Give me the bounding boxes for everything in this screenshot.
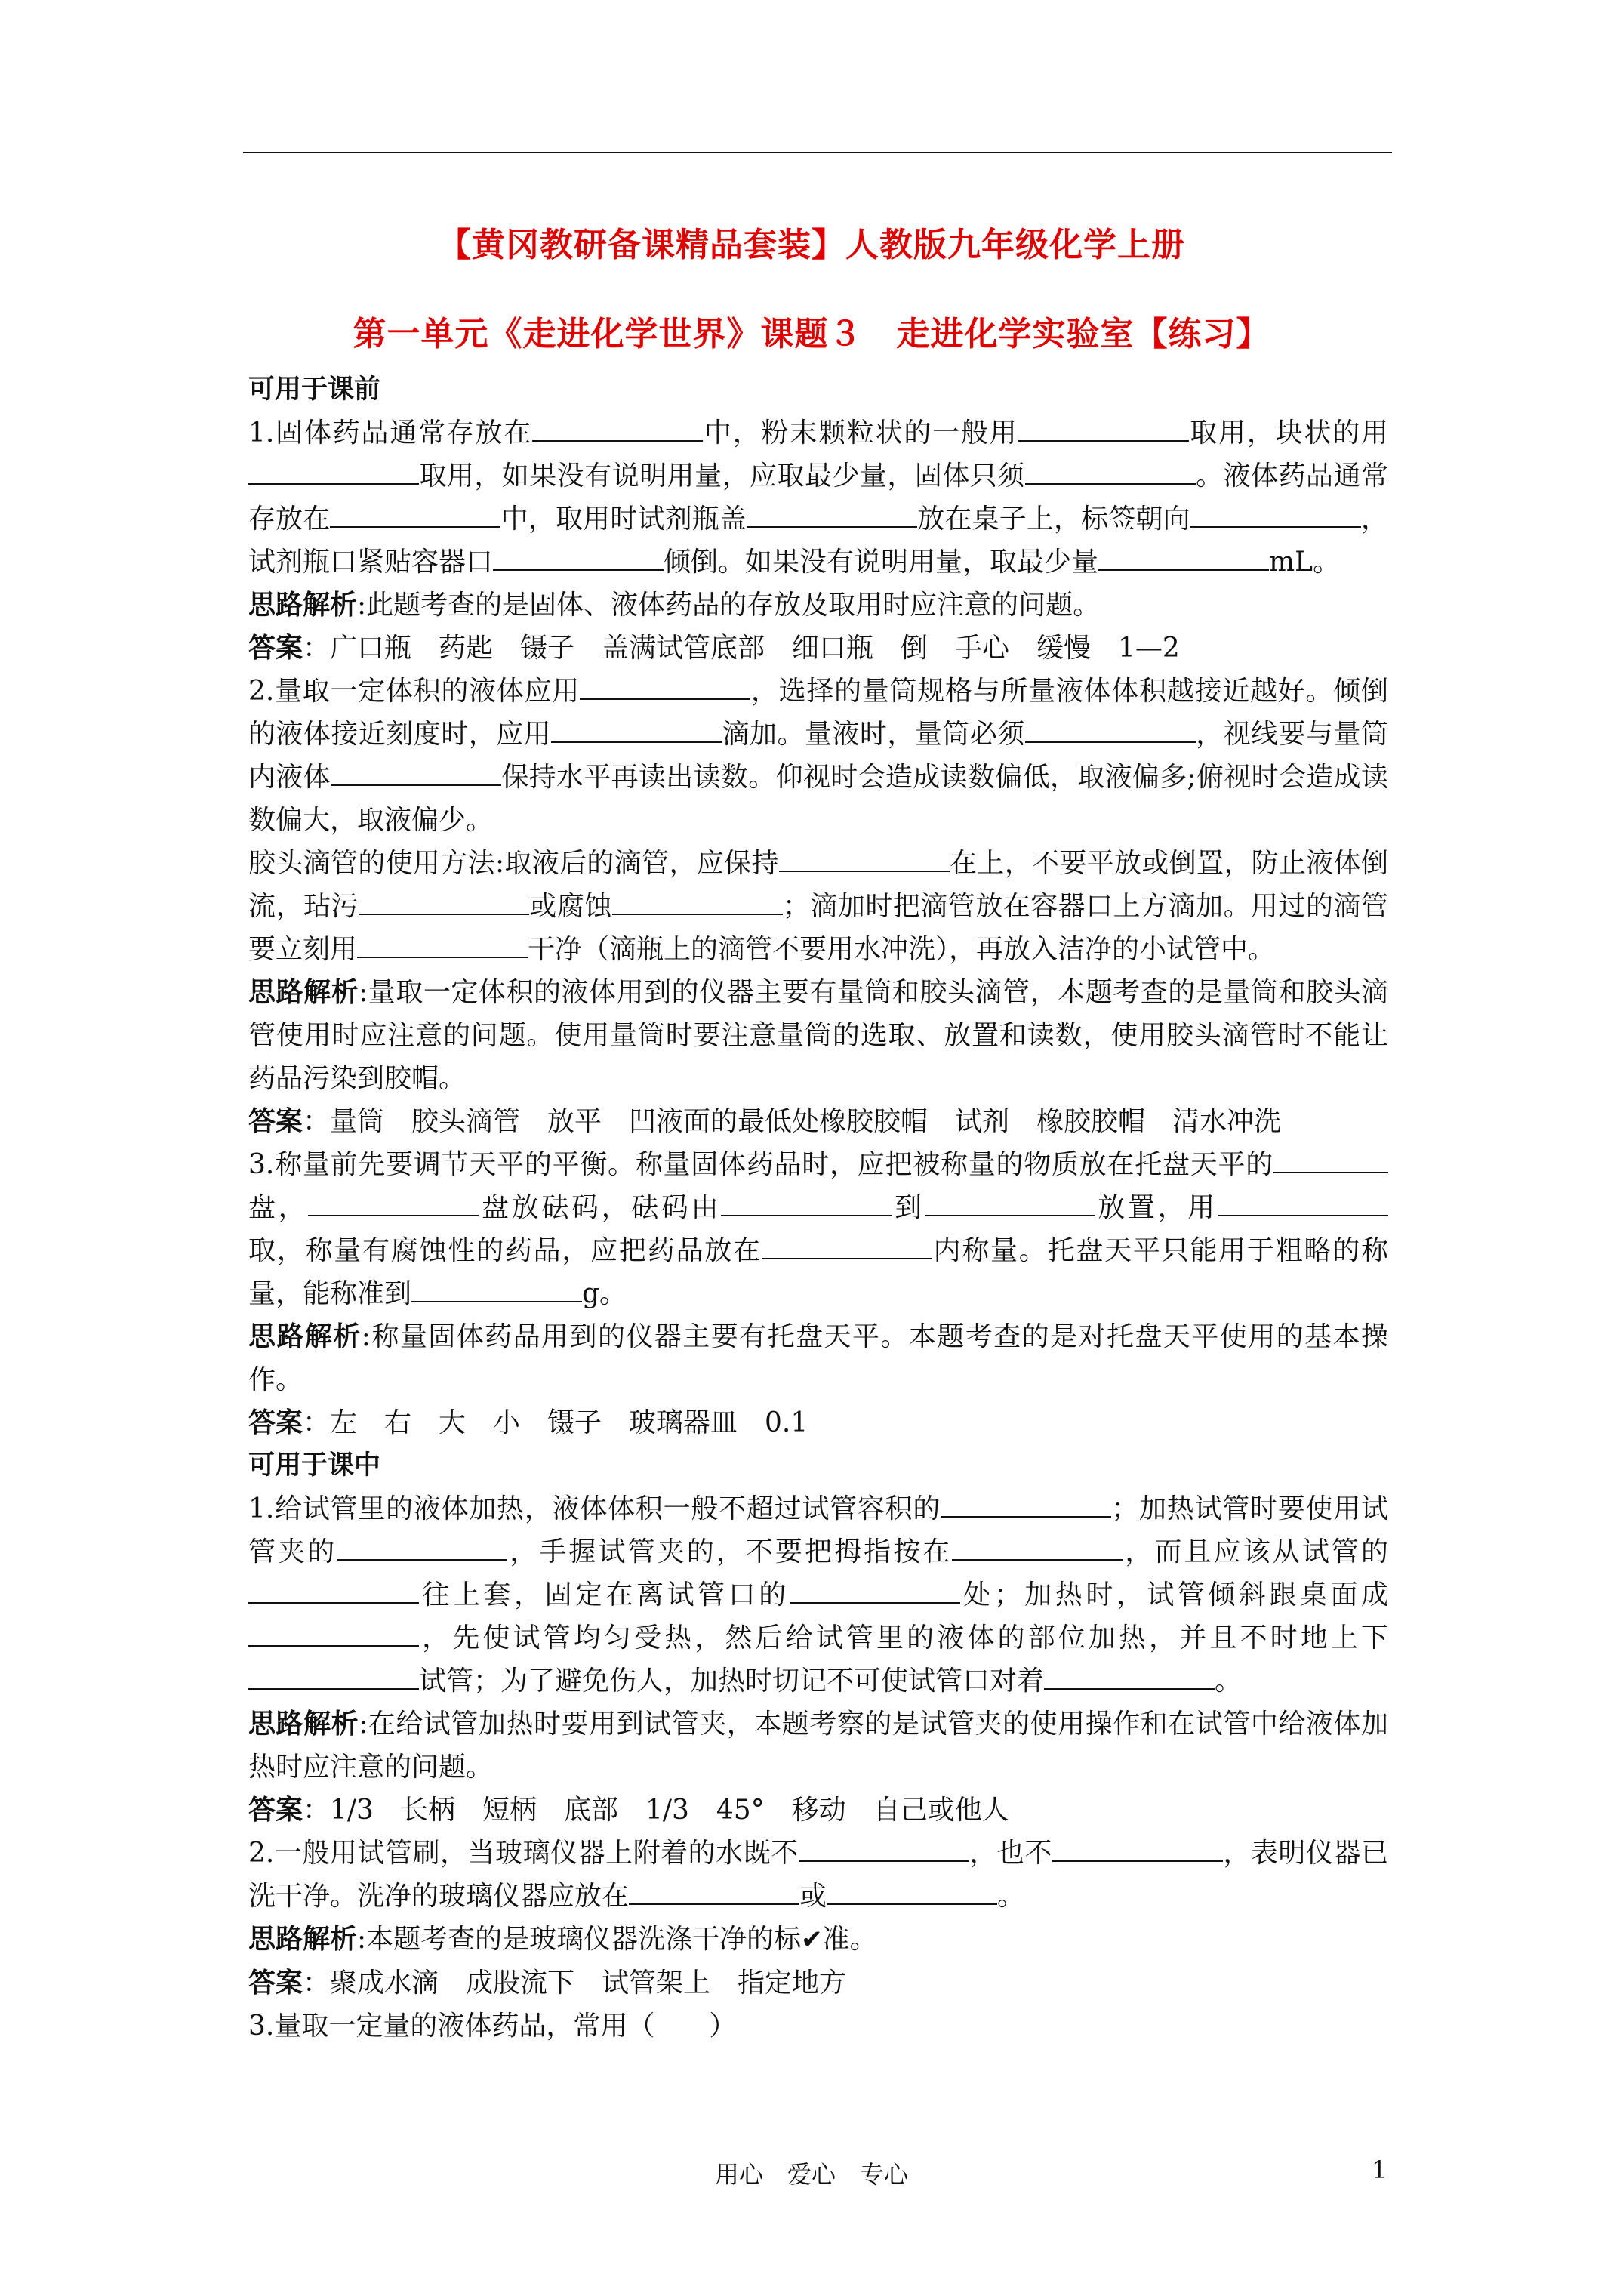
answer: 答案：1/3 长柄 短柄 底部 1/3 45° 移动 自己或他人 — [248, 1795, 1009, 1826]
fill-blank[interactable] — [580, 676, 750, 700]
fill-blank[interactable] — [357, 934, 528, 958]
question-text: 3.称量前先要调节天平的平衡。称量固体药品时，应把被称量的物质放在托盘天平的盘， 盘放砝码，砝码由 到 放置，用取，称量有腐蚀性的药品，应把药品放在 内称量。托盘天平只能用于粗略的称量，能称准到 g。 — [248, 1149, 1388, 1309]
fill-blank[interactable] — [1052, 1838, 1223, 1862]
fill-blank[interactable] — [762, 1235, 932, 1259]
checkmark-icon: ✔ — [801, 1925, 823, 1955]
question-text: 2.量取一定体积的液体应用 ，选择的量筒规格与所量液体体积越接近越好。倾倒的液体接近刻度时，应用 滴加。量液时，量筒必须 ，视线要与量筒内液体 保持水平再读出读数。仰视时会造成读数偏低，取液偏多;俯视时会造成读数偏大，取液偏少。 — [248, 676, 1388, 836]
analysis: 思路解析:在给试管加热时要用到试管夹，本题考察的是试管夹的使用操作和在试管中给液体加热时应注意的问题。 — [248, 1709, 1388, 1783]
fill-blank[interactable] — [1018, 418, 1189, 442]
page-number: 1 — [1372, 2156, 1387, 2184]
fill-blank[interactable] — [248, 1666, 419, 1690]
fill-blank[interactable] — [629, 1881, 799, 1905]
fill-blank[interactable] — [1025, 719, 1196, 743]
document-title: 【黄冈教研备课精品套装】人教版九年级化学上册 — [438, 226, 1185, 264]
fill-blank[interactable] — [1044, 1666, 1215, 1690]
analysis: 思路解析:此题考查的是固体、液体药品的存放及取用时应注意的问题。 — [248, 590, 1101, 621]
question-text: 1.给试管里的液体加热，液体体积一般不超过试管容积的 ；加热试管时要使用试管夹的 ，手握试管夹的，不要把拇指按在 ，而且应该从试管的往上套，固定在离试管口的 处；加热时，试管倾斜跟桌面成，先使试管均匀受热，然后给试管里的液体的部位加热，并且不时地上下试管；为了避免伤人，加热时切记不可使试管口对着 。 — [248, 1493, 1388, 1697]
footer-motto: 用心 爱心 专心 — [714, 2160, 908, 2189]
fill-blank[interactable] — [493, 547, 664, 571]
fill-blank[interactable] — [612, 891, 783, 915]
answer: 答案：广口瓶 药匙 镊子 盖满试管底部 细口瓶 倒 手心 缓慢 1—2 — [248, 633, 1180, 664]
fill-blank[interactable] — [1190, 504, 1361, 528]
worksheet-body — [248, 368, 1388, 2048]
fill-blank[interactable] — [248, 1579, 419, 1604]
fill-blank[interactable] — [1025, 461, 1196, 485]
fill-blank[interactable] — [952, 1536, 1123, 1561]
fill-blank[interactable] — [925, 1192, 1095, 1216]
fill-blank[interactable] — [359, 891, 529, 915]
analysis: 思路解析:本题考查的是玻璃仪器洗涤干净的标✔准。 — [248, 1924, 877, 1955]
question-text: 2.一般用试管刷，当玻璃仪器上附着的水既不 ，也不 ，表明仪器已洗干净。洗净的玻璃仪器应放在 或 。 — [248, 1838, 1388, 1912]
answer: 答案：左 右 大 小 镊子 玻璃器皿 0.1 — [248, 1407, 808, 1438]
analysis: 思路解析:称量固体药品用到的仪器主要有托盘天平。本题考查的是对托盘天平使用的基本操作。 — [248, 1321, 1388, 1395]
fill-blank[interactable] — [248, 1623, 419, 1647]
fill-blank[interactable] — [248, 461, 419, 485]
question-text: 3.量取一定量的液体药品，常用（ ） — [248, 2011, 737, 2042]
fill-blank[interactable] — [1218, 1192, 1388, 1216]
document-subtitle: 第一单元《走进化学世界》课题３ 走进化学实验室【练习】 — [353, 315, 1270, 353]
analysis: 思路解析:量取一定体积的液体用到的仪器主要有量筒和胶头滴管，本题考查的是量筒和胶头滴管使用时应注意的问题。使用量筒时要注意量筒的选取、放置和读数，使用胶头滴管时不能让药品污染到胶帽。 — [248, 977, 1388, 1094]
section-header-in-class: 可用于课中 — [248, 1450, 381, 1481]
answer: 答案：量筒 胶头滴管 放平 凹液面的最低处橡胶胶帽 试剂 橡胶胶帽 清水冲洗 — [248, 1106, 1282, 1137]
header-rule — [243, 152, 1392, 153]
fill-blank[interactable] — [721, 1192, 892, 1216]
fill-blank[interactable] — [532, 418, 703, 442]
fill-blank[interactable] — [330, 504, 500, 528]
fill-blank[interactable] — [747, 504, 917, 528]
fill-blank[interactable] — [1273, 1149, 1388, 1173]
fill-blank[interactable] — [331, 762, 501, 786]
fill-blank[interactable] — [551, 719, 722, 743]
fill-blank[interactable] — [1098, 547, 1269, 571]
fill-blank[interactable] — [941, 1493, 1111, 1518]
section-header-pre-class: 可用于课前 — [248, 374, 381, 405]
fill-blank[interactable] — [337, 1536, 507, 1561]
question-text: 1.固体药品通常存放在 中，粉末颗粒状的一般用 取用，块状的用取用，如果没有说明用量，应取最少量，固体只须 。液体药品通常存放在 中，取用时试剂瓶盖 放在桌子上，标签朝向 ，试剂瓶口紧贴容器口 倾倒。如果没有说明用量，取最少量 mL。 — [248, 418, 1388, 578]
fill-blank[interactable] — [799, 1838, 969, 1862]
question-text: 胶头滴管的使用方法:取液后的滴管，应保持 在上，不要平放或倒置，防止液体倒流，玷污 或腐蚀 ；滴加时把滴管放在容器口上方滴加。用过的滴管要立刻用 干净（滴瓶上的滴管不要用水冲洗），再放入洁净的小试管中。 — [248, 848, 1388, 965]
fill-blank[interactable] — [827, 1881, 997, 1905]
answer: 答案：聚成水滴 成股流下 试管架上 指定地方 — [248, 1968, 847, 1999]
fill-blank[interactable] — [779, 848, 950, 872]
fill-blank[interactable] — [411, 1278, 582, 1302]
fill-blank[interactable] — [308, 1192, 479, 1216]
fill-blank[interactable] — [790, 1579, 960, 1604]
